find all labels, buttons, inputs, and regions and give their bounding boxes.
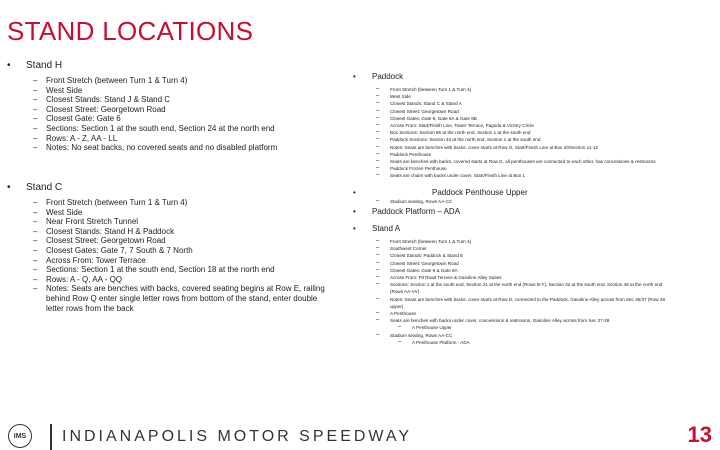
paddock-upper-list <box>372 198 672 205</box>
list-item: – Southwest Corner <box>372 245 672 252</box>
list-item: – Closest Gate: Gate 6 <box>26 114 326 124</box>
stand-a-list <box>372 238 672 346</box>
list-item: – Front Stretch (between Turn 1 & Turn 4) <box>372 86 672 93</box>
list-item: – Closest Gates: Gate 7, 7 South & 7 North <box>26 246 326 256</box>
list-item: – Seats are benches with backs under cover, concessions & restrooms, Gasoline Alley across from Sec 27-28 <box>372 317 672 324</box>
section-paddock <box>352 72 672 180</box>
list-item: – Front Stretch (between Turn 1 & Turn 4) <box>372 238 672 245</box>
list-item: – A Penthouse Upper <box>372 324 672 331</box>
list-item: – Stadium seating, Rows AA-CC <box>372 198 672 205</box>
list-item: – Closest Stands: Stand J & Stand C <box>26 95 326 105</box>
list-item: – Near Front Stretch Tunnel <box>26 217 326 227</box>
list-item: – A Penthouse <box>372 310 672 317</box>
stand-c-list <box>26 198 326 313</box>
list-item: – Across From: Tower Terrace <box>26 256 326 266</box>
list-item: – Closest Gates: Gate 9 & Gate 9A <box>372 267 672 274</box>
page-title: STAND LOCATIONS <box>7 16 254 46</box>
list-item: – West Side <box>26 86 326 96</box>
section-stand-a <box>352 224 672 346</box>
list-item: – Notes: Seats are benches with backs, cover starts at Row G, Start/Finish Line at Box 20/Section 11-12 <box>372 144 672 151</box>
list-item: – Seats are chairs with backs under cover, Start/Finish Line at Box 1 <box>372 172 672 179</box>
list-item: – Closest Stands: Stand H & Paddock <box>26 227 326 237</box>
list-item: – Paddock Sections: Section 33 at the north end, Section 1 at the south end <box>372 136 672 143</box>
list-item: – Closest Stands: Paddock & Stand E <box>372 252 672 259</box>
list-item: – Rows: A - Q, AA - QQ <box>26 275 326 285</box>
section-paddock-platform <box>352 207 672 217</box>
footer <box>0 410 720 450</box>
list-item: – Notes: Seats are benches with backs, covered seating begins at Row E, railing behind Row Q enter single letter rows from bottom of the stand, enter double letter rows from the back <box>26 284 326 313</box>
list-item: – Closest Street: Georgetown Road <box>26 105 326 115</box>
list-item: – West Side <box>372 93 672 100</box>
list-item: – Sections: Section 1 at the south end, Section 21 at the north end (Rows B-Y), Section 32 at the south end, Section 46 at the north end (Rows AA-VV) <box>372 281 672 295</box>
list-item: – Closest Gates: Gate 8, Gate 8A & Gate 8B <box>372 115 672 122</box>
section-stand-h <box>6 60 326 153</box>
paddock-upper-heading: • Paddock Penthouse Upper <box>352 188 672 198</box>
list-item: – Rows: A - Z, AA - LL <box>26 134 326 144</box>
list-item: – Notes: Seats are benches with backs, cover starts at Row D, connected to the Paddock, Gasoline Alley across from Sec 36/37 (Row 48 upper) <box>372 296 672 310</box>
list-item: – Closest Street: Georgetown Road <box>26 236 326 246</box>
footer-brand: INDIANAPOLIS MOTOR SPEEDWAY <box>62 428 413 445</box>
ims-logo: IMS <box>8 424 32 448</box>
stand-h-list <box>26 76 326 153</box>
list-item: – Sections: Section 1 at the south end, Section 18 at the north end <box>26 265 326 275</box>
list-item: – Across From: Start/Finish Line, Tower Terrace, Pagoda & Victory Circle <box>372 122 672 129</box>
list-item: – Across From: Pit Road Terrace & Gasoline Alley Suites <box>372 274 672 281</box>
paddock-heading: • Paddock <box>352 72 672 82</box>
list-item: – Seats are benches with backs, covered starts at Row D, all penthouses are connected to each other, has concessions & restrooms <box>372 158 672 165</box>
paddock-platform-heading: • Paddock Platform – ADA <box>352 207 672 217</box>
list-item: – Front Stretch (between Turn 1 & Turn 4) <box>26 76 326 86</box>
section-paddock-upper <box>352 188 672 205</box>
list-item: – A Penthouse Platform - ADA <box>372 339 672 346</box>
paddock-list <box>372 86 672 180</box>
list-item: – Paddock Frozen Penthouse <box>372 165 672 172</box>
list-item: – Paddock Penthouse <box>372 151 672 158</box>
list-item: – West Side <box>26 208 326 218</box>
list-item: – Stadium seating, Rows AA-CC <box>372 332 672 339</box>
list-item: – Box Sections: Section 86 at the north end, Section 1 at the south end <box>372 129 672 136</box>
list-item: – Closest Stands: Stand C & Stand A <box>372 100 672 107</box>
stand-c-heading: • Stand C <box>6 182 326 194</box>
page-number: 13 <box>687 422 712 447</box>
list-item: – Front Stretch (between Turn 1 & Turn 4) <box>26 198 326 208</box>
list-item: – Closest Street: Georgetown Road <box>372 260 672 267</box>
stand-a-heading: • Stand A <box>352 224 672 234</box>
list-item: – Sections: Section 1 at the south end, Section 24 at the north end <box>26 124 326 134</box>
section-stand-c <box>6 182 326 313</box>
stand-h-heading: • Stand H <box>6 60 326 72</box>
footer-divider <box>50 424 52 450</box>
list-item: – Closest Street: Georgetown Road <box>372 108 672 115</box>
list-item: – Notes: No seat backs, no covered seats and no disabled platform <box>26 143 326 153</box>
